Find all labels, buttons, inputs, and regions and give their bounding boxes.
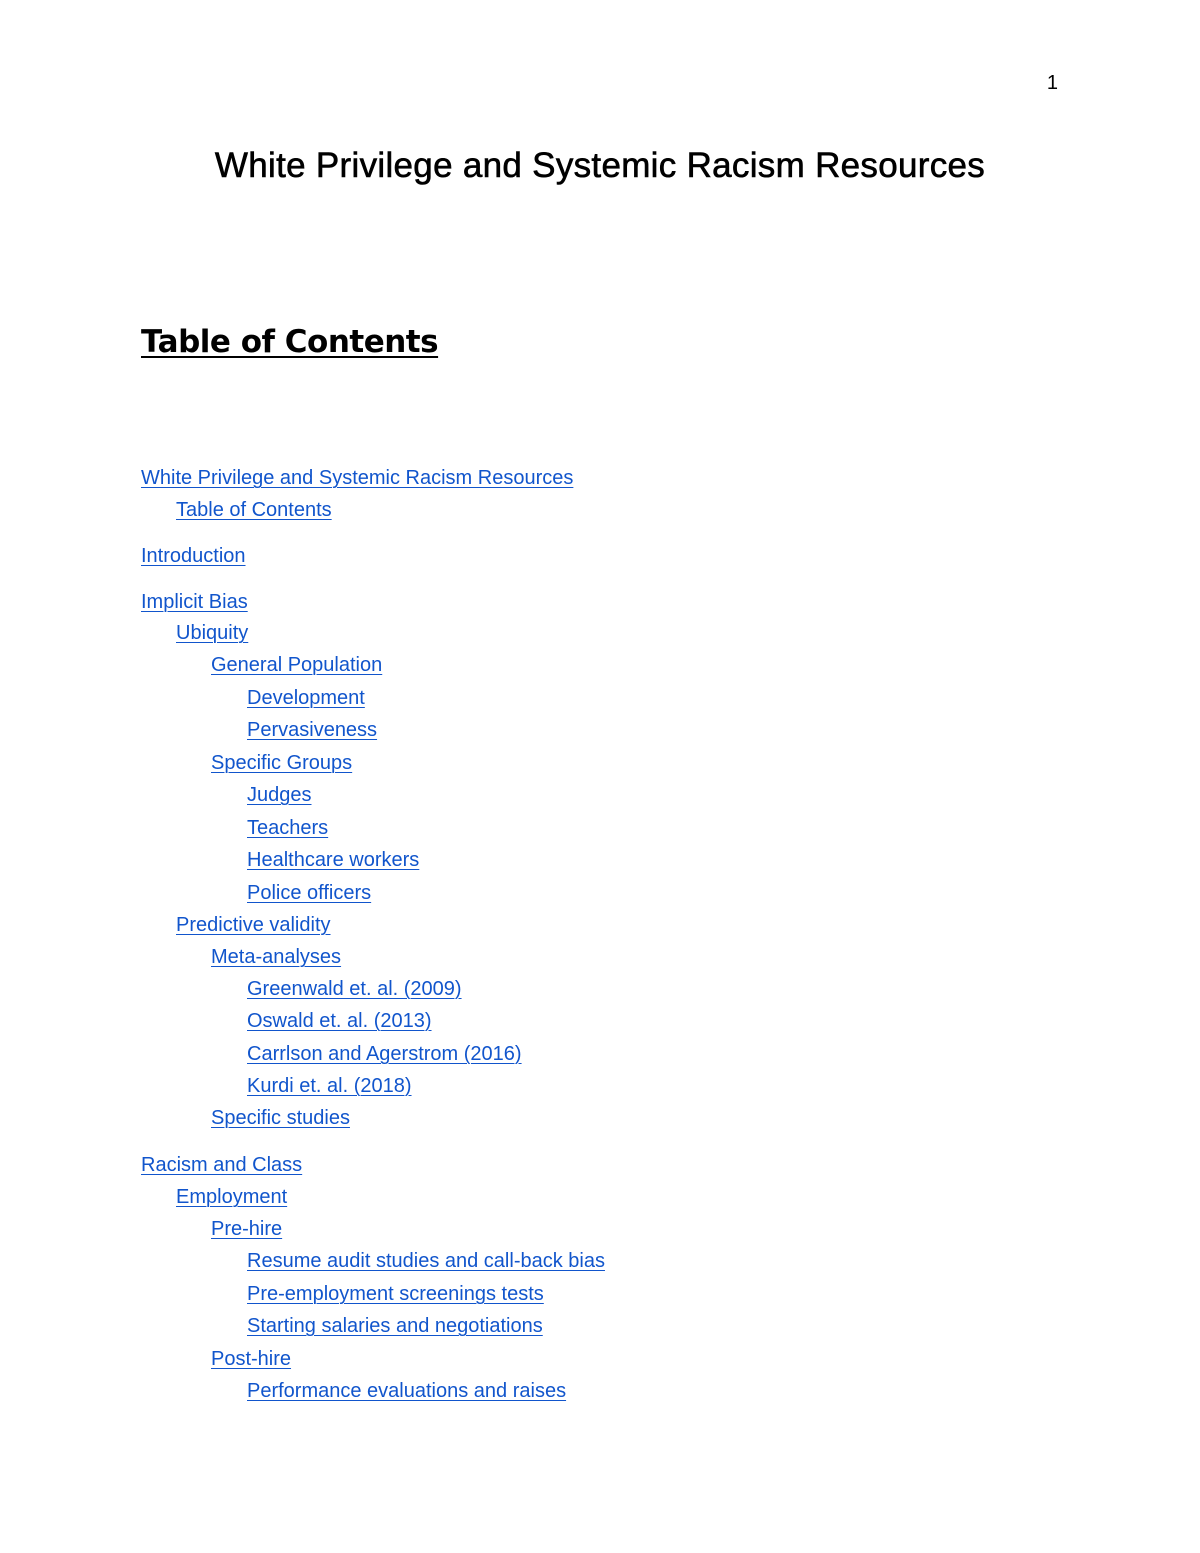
toc-entry <box>211 751 352 775</box>
toc-link[interactable]: White Privilege and Systemic Racism Resources <box>141 467 574 489</box>
toc-link[interactable]: Carrlson and Agerstrom (2016) <box>247 1043 522 1065</box>
toc-link[interactable]: Starting salaries and negotiations <box>247 1315 543 1337</box>
toc-link[interactable]: Pervasiveness <box>247 719 378 741</box>
toc-link[interactable]: General Population <box>211 654 383 676</box>
toc-entry <box>247 1009 432 1033</box>
document-title: White Privilege and Systemic Racism Resources <box>214 146 986 185</box>
toc-entry <box>247 1282 544 1306</box>
toc-link[interactable]: Specific Groups <box>211 752 353 774</box>
toc-link[interactable]: Pre-employment screenings tests <box>247 1283 544 1305</box>
toc-link[interactable]: Greenwald et. al. (2009) <box>247 978 462 1000</box>
toc-link[interactable]: Table of Contents <box>176 499 332 521</box>
toc-entry <box>247 848 419 872</box>
toc-entry <box>247 686 365 710</box>
toc-entry <box>176 1185 287 1209</box>
toc-entry <box>247 1042 522 1066</box>
toc-link[interactable]: Racism and Class <box>141 1154 303 1176</box>
toc-link[interactable]: Police officers <box>247 882 372 904</box>
toc-link[interactable]: Kurdi et. al. (2018) <box>247 1075 412 1097</box>
toc-link[interactable]: Teachers <box>247 817 329 839</box>
toc-link[interactable]: Meta-analyses <box>211 946 342 968</box>
toc-entry <box>247 1314 543 1338</box>
toc-entry <box>247 1249 605 1273</box>
toc-entry <box>141 590 248 614</box>
toc-heading: Table of Contents <box>141 324 439 360</box>
toc-entry <box>176 498 332 522</box>
toc-entry <box>247 783 312 807</box>
toc-entry <box>247 718 377 742</box>
toc-link[interactable]: Predictive validity <box>176 914 331 936</box>
toc-entry <box>176 913 331 937</box>
toc-entry <box>141 544 246 568</box>
toc-entry <box>141 466 573 490</box>
toc-entry <box>247 816 328 840</box>
toc-entry <box>211 1217 282 1241</box>
toc-link[interactable]: Performance evaluations and raises <box>247 1380 567 1402</box>
toc-link[interactable]: Oswald et. al. (2013) <box>247 1010 432 1032</box>
toc-entry <box>211 653 382 677</box>
toc-link[interactable]: Resume audit studies and call-back bias <box>247 1250 605 1272</box>
toc-entry <box>247 977 462 1001</box>
toc-entry <box>211 945 341 969</box>
toc-link[interactable]: Development <box>247 687 365 709</box>
toc-link[interactable]: Pre-hire <box>211 1218 283 1240</box>
toc-link[interactable]: Specific studies <box>211 1107 350 1129</box>
toc-entry <box>211 1347 291 1371</box>
toc-link[interactable]: Post-hire <box>211 1348 292 1370</box>
page-number: 1 <box>1046 72 1058 94</box>
toc-link[interactable]: Introduction <box>141 545 246 567</box>
toc-entry <box>141 1153 302 1177</box>
toc-entry <box>247 1074 412 1098</box>
toc-link[interactable]: Healthcare workers <box>247 849 420 871</box>
toc-link[interactable]: Implicit Bias <box>141 591 248 613</box>
toc-entry <box>176 621 248 645</box>
toc-link[interactable]: Employment <box>176 1186 288 1208</box>
toc-entry <box>247 1379 566 1403</box>
toc-entry <box>247 881 371 905</box>
toc-entry <box>211 1106 350 1130</box>
toc-link[interactable]: Judges <box>247 784 312 806</box>
toc-link[interactable]: Ubiquity <box>176 622 249 644</box>
